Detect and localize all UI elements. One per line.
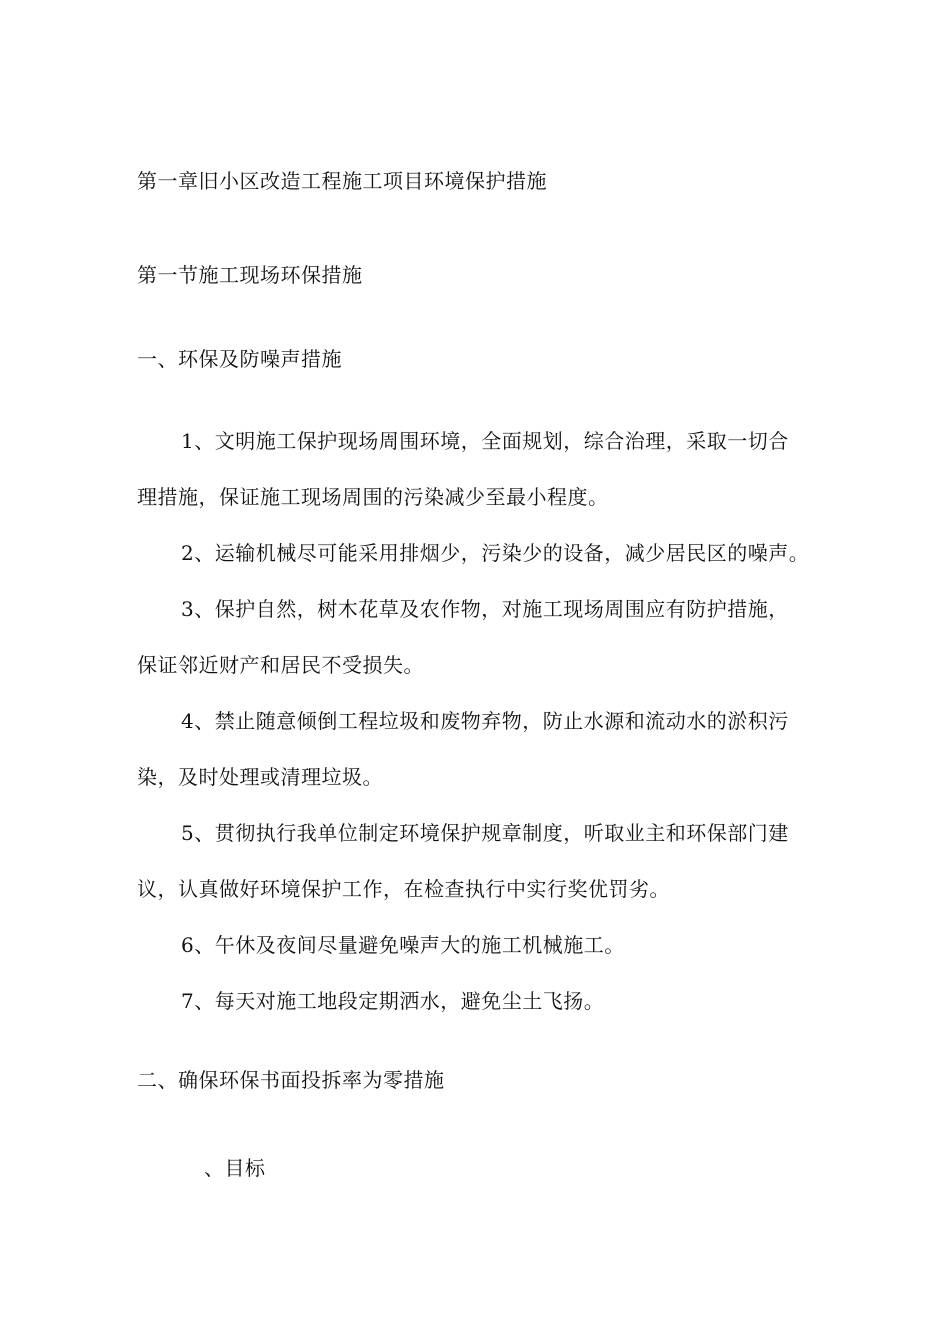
list-item-1-line-1: 1、文明施工保护现场周围环境，全面规划，综合治理，采取一切合 — [181, 429, 789, 453]
list-item-3-line-1: 3、保护自然，树木花草及农作物，对施工现场周围应有防护措施， — [181, 597, 789, 621]
list-item-4-line-2: 染，及时处理或清理垃圾。 — [137, 765, 383, 789]
subheading-target: 、目标 — [204, 1156, 266, 1180]
list-item-3-line-2: 保证邻近财产和居民不受损失。 — [137, 653, 424, 677]
list-item-4-line-1: 4、禁止随意倾倒工程垃圾和废物弃物，防止水源和流动水的淤积污 — [181, 709, 789, 733]
list-item-2-line-1: 2、运输机械尽可能采用排烟少，污染少的设备，减少居民区的噪声。 — [181, 541, 810, 565]
list-item-1-line-2: 理措施，保证施工现场周围的污染减少至最小程度。 — [137, 485, 609, 509]
list-item-6-line-1: 6、午休及夜间尽量避免噪声大的施工机械施工。 — [181, 933, 625, 957]
list-item-5-line-1: 5、贯彻执行我单位制定环境保护规章制度，听取业主和环保部门建 — [181, 821, 789, 845]
heading-complaint-rate: 二、确保环保书面投拆率为零措施 — [137, 1068, 445, 1092]
heading-environmental-noise: 一、环保及防噪声措施 — [137, 347, 342, 371]
section-title: 第一节施工现场环保措施 — [137, 263, 363, 287]
list-item-7-line-1: 7、每天对施工地段定期洒水，避免尘土飞扬。 — [181, 989, 605, 1013]
chapter-title: 第一章旧小区改造工程施工项目环境保护措施 — [137, 169, 547, 193]
list-item-5-line-2: 议，认真做好环境保护工作，在检查执行中实行奖优罚劣。 — [137, 877, 670, 901]
